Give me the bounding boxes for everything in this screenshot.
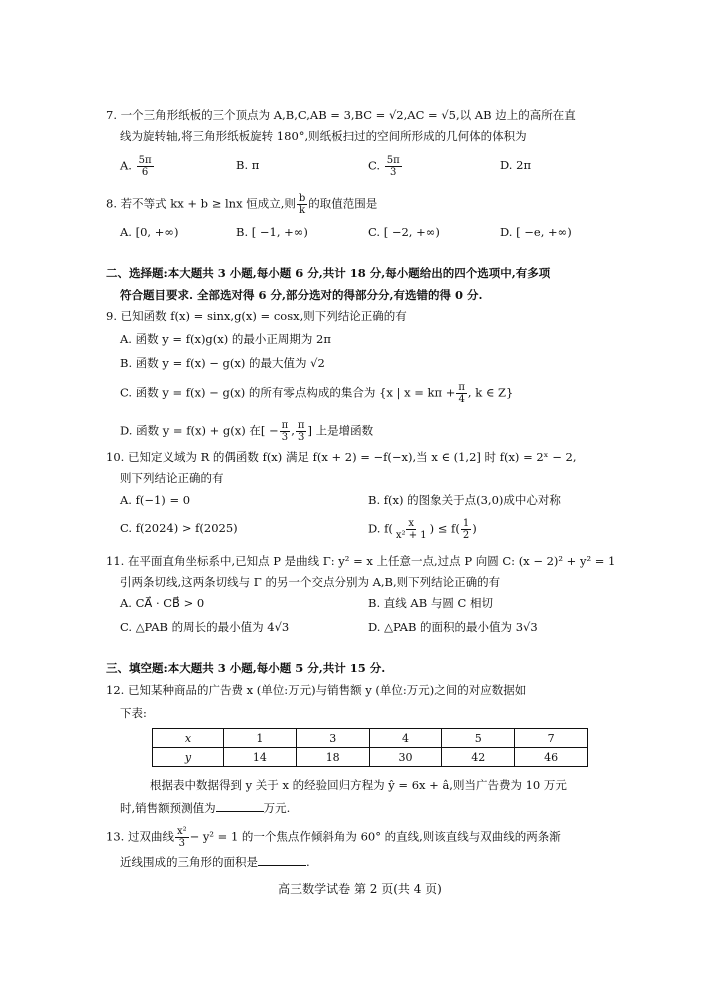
table-cell: 7 (515, 729, 588, 748)
q7-option-c-fraction: $\frac{5\pi}{3}$ (386, 155, 400, 178)
q13-answer-blank[interactable] (258, 853, 306, 866)
q11-option-b: B. 直线 AB 与圆 C 相切 (368, 596, 493, 610)
section2-heading-line1: 二、选择题:本大题共 3 小题,每小题 6 分,共计 18 分,每小题给出的四个选项中,有多项 (106, 266, 551, 280)
q11-option-d: D. △PAB 的面积的最小值为 3√3 (368, 620, 538, 634)
q10-line2: 则下列结论正确的有 (120, 471, 224, 485)
q12-answer-blank[interactable] (216, 799, 264, 812)
table-cell: 18 (296, 748, 369, 767)
q10-option-a: A. f(−1) = 0 (120, 493, 191, 507)
q10-option-b: B. f(x) 的图象关于点(3,0)成中心对称 (368, 493, 561, 507)
q9-option-c: C. 函数 y = f(x) − g(x) 的所有零点构成的集合为 {x | x = kπ + $\frac{\pi}{4}$ , k ∈ Z} (120, 382, 514, 405)
table-cell: 5 (442, 729, 515, 748)
q7-option-c: C. $\frac{5\pi}{3}$ (368, 155, 400, 178)
q12-line3: 根据表中数据得到 y 关于 x 的经验回归方程为 ŷ = 6x + â,则当广告费为 10 万元 (150, 778, 567, 792)
q11-line2: 引两条切线,这两条切线与 Γ 的另一个交点分别为 A,B,则下列结论正确的有 (120, 575, 501, 589)
q8-fraction: $\frac{b}{k}$ (298, 193, 306, 216)
q8-option-c: C. [ −2, +∞) (368, 225, 440, 239)
q9-c-fraction: $\frac{\pi}{4}$ (458, 382, 465, 405)
q12-data-table (152, 728, 588, 767)
q7-option-a-fraction: $\frac{5\pi}{6}$ (138, 155, 152, 178)
table-cell: 1 (224, 729, 297, 748)
table-cell: 14 (224, 748, 297, 767)
table-row-x (153, 729, 588, 748)
q11-line1: 11. 在平面直角坐标系中,已知点 P 是曲线 Γ: y² = x 上任意一点,过点 P 向圆 C: (x − 2)² + y² = 1 (106, 554, 616, 568)
table-cell: 4 (369, 729, 442, 748)
table-row-y (153, 748, 588, 767)
q10-option-c: C. f(2024) > f(2025) (120, 521, 238, 535)
q13-fraction: $\frac{\text{x²}}{3}$ (176, 826, 187, 849)
section3-heading: 三、填空题:本大题共 3 小题,每小题 5 分,共计 15 分. (106, 661, 386, 675)
q10-line1: 10. 已知定义域为 R 的偶函数 f(x) 满足 f(x + 2) = −f(−x),当 x ∈ (1,2] 时 f(x) = 2ˣ − 2, (106, 450, 577, 464)
table-cell: 42 (442, 748, 515, 767)
table-cell: x (153, 729, 224, 748)
q9-stem: 9. 已知函数 f(x) = sinx,g(x) = cosx,则下列结论正确的有 (106, 309, 407, 323)
q7-line1: 7. 一个三角形纸板的三个顶点为 A,B,C,AB = 3,BC = √2,AC = √5,以 AB 边上的高所在直 (106, 108, 576, 122)
q11-option-c: C. △PAB 的周长的最小值为 4√3 (120, 620, 290, 634)
q7-line2: 线为旋转轴,将三角形纸板旋转 180°,则纸板扫过的空间所形成的几何体的体积为 (120, 129, 527, 143)
q9-option-d: D. 函数 y = f(x) + g(x) 在[ − $\frac{\pi}{3}$ , $\frac{\pi}{3}$ ] 上是增函数 (120, 420, 374, 443)
table-cell: 3 (296, 729, 369, 748)
q10-option-d: D. f( $\frac{x}{\text{x² + 1}}$ ) ≤ f( $\frac{1}{2}$ ) (368, 518, 477, 541)
table-cell: y (153, 748, 224, 767)
q12-line4: 时,销售额预测值为 万元. (120, 801, 291, 815)
q7-option-a: A. $\frac{5\pi}{6}$ (120, 155, 152, 178)
q9-d-fraction-2: $\frac{\pi}{3}$ (297, 420, 305, 443)
q7-option-d: D. 2π (500, 158, 531, 172)
q9-d-fraction-1: $\frac{\pi}{3}$ (281, 420, 289, 443)
q8-option-d: D. [ −e, +∞) (500, 225, 572, 239)
q10-d-fraction-1: $\frac{x}{\text{x² + 1}}$ (395, 518, 427, 541)
q9-option-b: B. 函数 y = f(x) − g(x) 的最大值为 √2 (120, 356, 325, 370)
q12-line2: 下表: (120, 706, 147, 720)
table-cell: 30 (369, 748, 442, 767)
table-cell: 46 (515, 748, 588, 767)
q8-option-a: A. [0, +∞) (120, 225, 179, 239)
q12-line1: 12. 已知某种商品的广告费 x (单位:万元)与销售额 y (单位:万元)之间的对应数据如 (106, 683, 527, 697)
q8-option-b: B. [ −1, +∞) (236, 225, 308, 239)
q9-option-a: A. 函数 y = f(x)g(x) 的最小正周期为 2π (120, 332, 331, 346)
q11-option-a: A. CA⃗ · CB⃗ > 0 (120, 596, 205, 610)
q13-line2: 近线围成的三角形的面积是 . (120, 855, 310, 869)
q8-stem: 8. 若不等式 kx + b ≥ lnx 恒成立,则 $\frac{b}{k}$ 的取值范围是 (106, 193, 378, 216)
q7-option-b: B. π (236, 158, 260, 172)
q13-line1: 13. 过双曲线 $\frac{\text{x²}}{3}$ − y² = 1 的一个焦点作倾斜角为 60° 的直线,则该直线与双曲线的两条渐 (106, 826, 561, 849)
q10-d-fraction-2: $\frac{1}{2}$ (462, 518, 470, 541)
page-footer: 高三数学试卷 第 2 页(共 4 页) (278, 882, 442, 896)
section2-heading-line2: 符合题目要求. 全部选对得 6 分,部分选对的得部分分,有选错的得 0 分. (120, 288, 483, 302)
